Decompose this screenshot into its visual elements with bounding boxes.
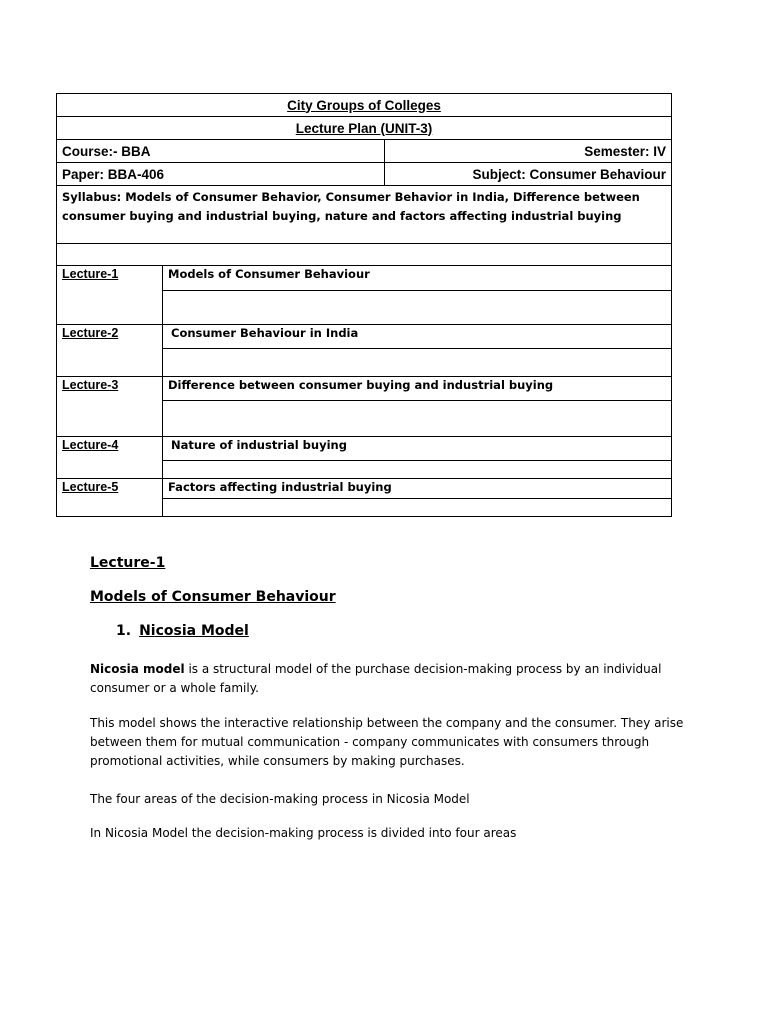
section-heading: Models of Consumer Behaviour — [90, 589, 336, 605]
lecture-label-cell — [57, 479, 163, 517]
blank-cell — [163, 461, 672, 479]
lecture-label: Lecture-1 — [62, 267, 119, 281]
lecture-topic: Factors affecting industrial buying — [163, 479, 672, 499]
model-heading — [116, 623, 249, 639]
subject-cell: Subject: Consumer Behaviour — [385, 163, 672, 186]
plan-title-cell — [57, 117, 672, 140]
lecture-label-cell — [57, 266, 163, 325]
course-cell: Course:- BBA — [57, 140, 385, 163]
lecture-topic: Nature of industrial buying — [163, 437, 672, 461]
lecture-label: Lecture-2 — [62, 326, 119, 340]
item-number: 1. — [116, 623, 132, 639]
lecture-topic: Consumer Behaviour in India — [163, 325, 672, 349]
paragraph: The four areas of the decision-making process in Nicosia Model — [90, 792, 470, 806]
lecture-topic: Difference between consumer buying and industrial buying — [163, 377, 672, 401]
lecture-label-cell — [57, 377, 163, 437]
college-name: City Groups of Colleges — [287, 97, 441, 113]
lecture-topic: Models of Consumer Behaviour — [163, 266, 672, 291]
table-row — [57, 186, 672, 244]
semester-cell: Semester: IV — [385, 140, 672, 163]
plan-title: Lecture Plan (UNIT-3) — [295, 120, 433, 136]
lecture-heading: Lecture-1 — [90, 555, 166, 571]
table-row — [57, 140, 672, 163]
paragraph-text: is a structural model of the purchase decision-making process by an individual consumer or a whole family. — [90, 662, 662, 695]
table-row — [57, 244, 672, 266]
paragraph: This model shows the interactive relationship between the company and the consumer. They arise between them for mutual communication - company communicates with consumers through promotional activities, while consumers by making purchases. — [90, 716, 684, 768]
table-row — [57, 94, 672, 117]
lecture-label: Lecture-4 — [62, 438, 119, 452]
table-row — [57, 479, 672, 499]
blank-cell — [163, 499, 672, 517]
lecture-plan-table — [56, 93, 672, 517]
college-name-cell — [57, 94, 672, 117]
table-row — [57, 437, 672, 461]
lecture-label-cell — [57, 437, 163, 479]
lecture-label-cell — [57, 325, 163, 377]
lecture-label: Lecture-3 — [62, 378, 119, 392]
paragraph: In Nicosia Model the decision-making process is divided into four areas — [90, 826, 517, 840]
blank-cell — [57, 244, 672, 266]
table-row — [57, 266, 672, 291]
paper-cell: Paper: BBA-406 — [57, 163, 385, 186]
blank-cell — [163, 401, 672, 437]
item-title: Nicosia Model — [139, 623, 249, 639]
table-row — [57, 377, 672, 401]
bold-term: Nicosia model — [90, 662, 185, 676]
paragraph — [90, 660, 690, 698]
syllabus-cell: Syllabus: Models of Consumer Behavior, Consumer Behavior in India, Difference between consumer buying and industrial buying, nature and factors affecting industrial buying — [57, 186, 672, 244]
table-row — [57, 325, 672, 349]
table-row — [57, 117, 672, 140]
lecture-label: Lecture-5 — [62, 480, 119, 494]
table-row — [57, 163, 672, 186]
blank-cell — [163, 349, 672, 377]
blank-cell — [163, 291, 672, 325]
